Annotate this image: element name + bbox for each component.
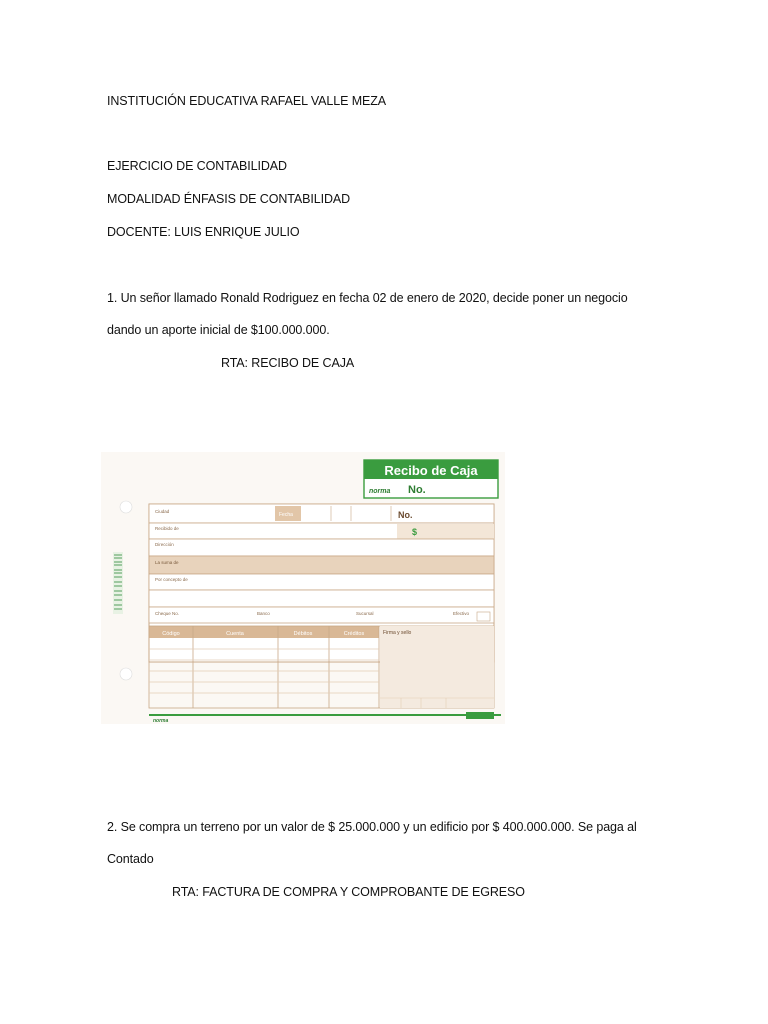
question-2-line-2: Contado: [107, 852, 154, 866]
footer-brand: norma: [153, 718, 169, 724]
question-2-line-1: 2. Se compra un terreno por un valor de $ 25.000.000 y un edificio por $ 400.000.000. Se paga al: [107, 820, 637, 834]
question-1-line-2: dando un aporte inicial de $100.000.000.: [107, 323, 330, 337]
table-header-creditos: Créditos: [343, 631, 365, 637]
field-ciudad: Ciudad: [155, 509, 170, 514]
question-1-answer: RTA: RECIBO DE CAJA: [221, 356, 355, 370]
field-la-suma-de: La suma de: [155, 560, 179, 565]
teacher-line: DOCENTE: LUIS ENRIQUE JULIO: [107, 225, 300, 239]
exercise-title: EJERCICIO DE CONTABILIDAD: [107, 159, 287, 173]
signature-label: Firma y sello: [383, 630, 412, 636]
receipt-form-image: [101, 452, 505, 724]
receipt-number-label: No.: [408, 484, 426, 496]
field-direccion: Dirección: [155, 542, 174, 547]
receipt-title-box: [364, 460, 498, 498]
form-number-label: No.: [398, 510, 413, 520]
field-fecha: Fecha: [279, 512, 293, 518]
field-sucursal: Sucursal: [356, 611, 374, 616]
brand-logo: norma: [369, 488, 391, 495]
field-recibido-de: Recibido de: [155, 526, 179, 531]
question-2-answer: RTA: FACTURA DE COMPRA Y COMPROBANTE DE EGRESO: [172, 885, 525, 899]
question-1-line-1: 1. Un señor llamado Ronald Rodriguez en fecha 02 de enero de 2020, decide poner un negocio: [107, 291, 628, 305]
table-header-debitos: Débitos: [293, 631, 313, 637]
table-header-cuenta: Cuenta: [226, 631, 244, 637]
dollar-sign: $: [412, 527, 418, 537]
field-por-concepto-de: Por concepto de: [155, 577, 188, 582]
field-banco: Banco: [257, 611, 270, 616]
modality-line: MODALIDAD ÉNFASIS DE CONTABILIDAD: [107, 192, 351, 206]
field-cheque-no: Cheque No.: [155, 611, 180, 616]
institution-title: INSTITUCIÓN EDUCATIVA RAFAEL VALLE MEZA: [107, 94, 387, 108]
receipt-title: Recibo de Caja: [384, 463, 478, 478]
field-efectivo: Efectivo: [453, 611, 470, 616]
table-header-codigo: Código: [162, 631, 180, 637]
